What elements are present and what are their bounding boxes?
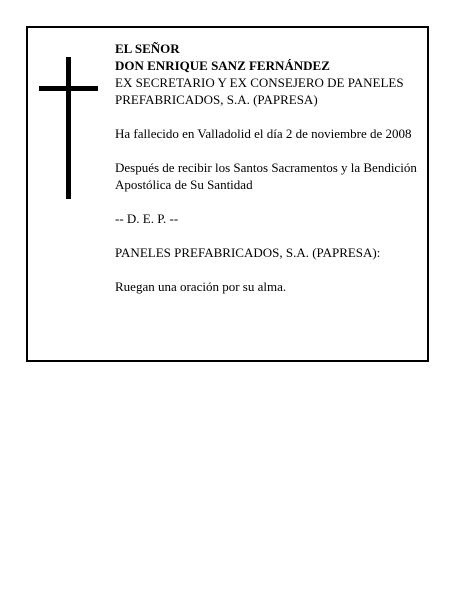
notice-text (115, 40, 425, 295)
obituary-notice (26, 26, 429, 362)
company-name: PANELES PREFABRICADOS, S.A. (PAPRESA): (115, 245, 381, 260)
prayer-request: Ruegan una oración por su alma. (115, 279, 287, 294)
rest-in-peace: -- D. E. P. -- (115, 211, 179, 226)
deceased-position: EX SECRETARIO Y EX CONSEJERO DE PANELES PREFABRICADOS, S.A. (PAPRESA) (115, 75, 404, 107)
sacraments-statement: Después de recibir los Santos Sacramentos y la Bendición Apostólica de Su Santidad (115, 160, 417, 192)
deceased-name: DON ENRIQUE SANZ FERNÁNDEZ (115, 58, 330, 73)
cross-horizontal-bar (39, 86, 98, 91)
deceased-honorific: EL SEÑOR (115, 41, 180, 56)
death-statement: Ha fallecido en Valladolid el día 2 de noviembre de 2008 (115, 126, 412, 141)
cross-vertical-bar (66, 57, 71, 199)
